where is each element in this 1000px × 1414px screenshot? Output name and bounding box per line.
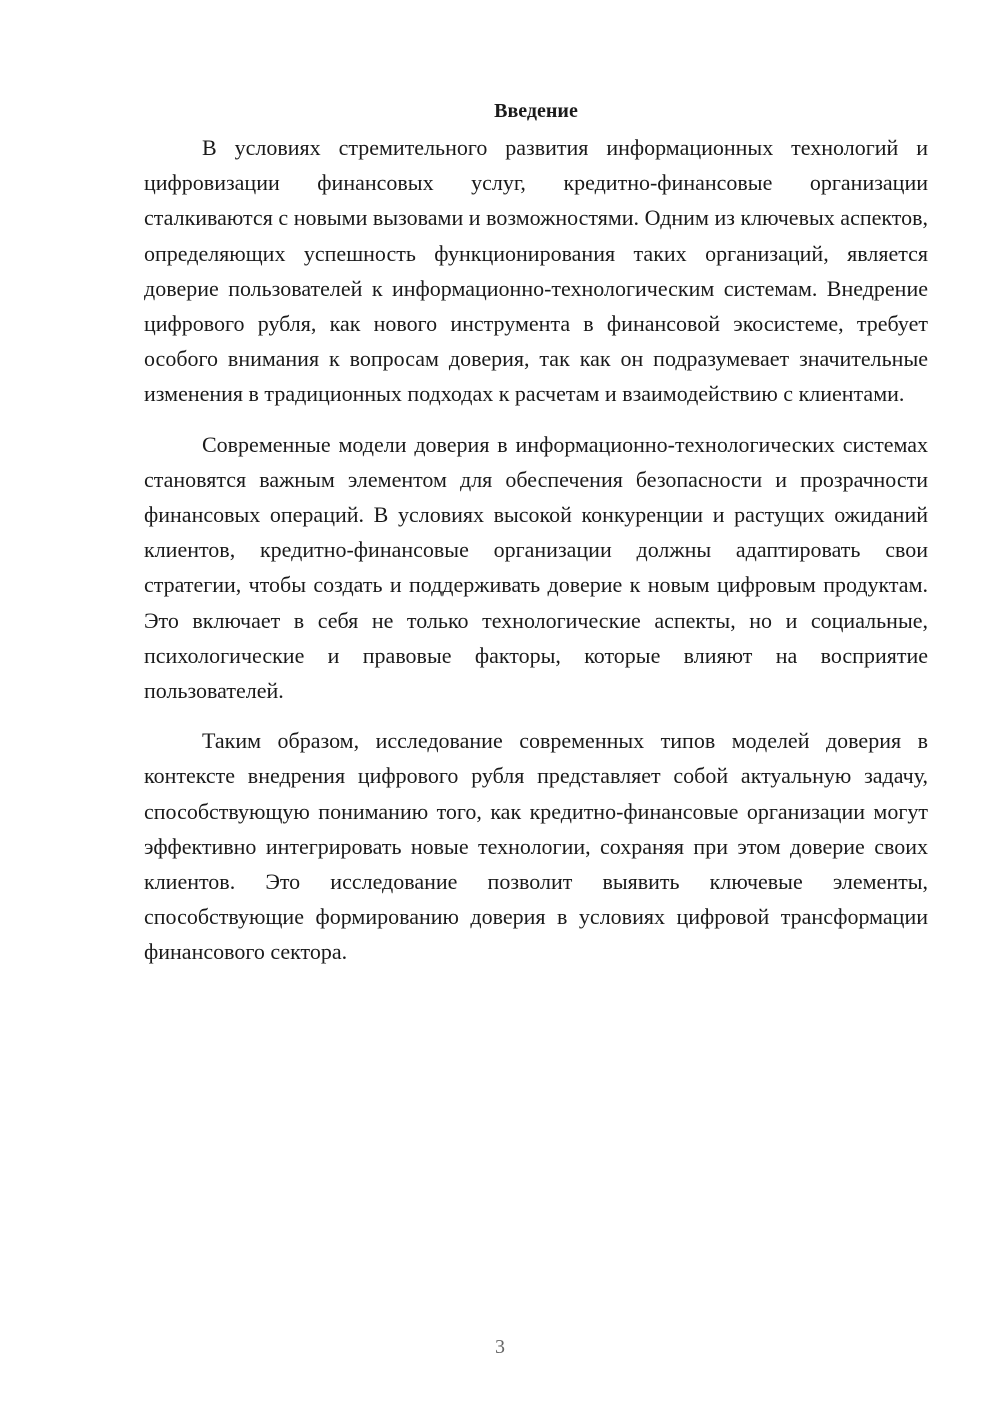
- paragraph-2: Современные модели доверия в информационно-технологических системах становятся важным элементом для обеспечения безопасности и прозрачности финансовых операций. В условиях высокой конкуренции и растущих ожиданий клиентов, кредитно-финансовые организации должны адаптировать свои стратегии, чтобы создать и поддерживать доверие к новым цифровым продуктам. Это включает в себя не только технологические аспекты, но и социальные, психологические и правовые факторы, которые влияют на восприятие пользователей.: [144, 431, 928, 704]
- page-content: [144, 96, 928, 970]
- paragraph-3: Таким образом, исследование современных типов моделей доверия в контексте внедрения цифрового рубля представляет собой актуальную задачу, способствующую пониманию того, как кредитно-финансовые организации могут эффективно интегрировать новые технологии, сохраняя при этом доверие своих клиентов. Это исследование позволит выявить ключевые элементы, способствующие формированию доверия в условиях цифровой трансформации финансового сектора.: [144, 728, 928, 965]
- section-title: Введение: [494, 100, 578, 122]
- paragraph-1: В условиях стремительного развития информационных технологий и цифровизации финансовых услуг, кредитно-финансовые организации сталкиваются с новыми вызовами и возможностями. Одним из ключевых аспектов, определяющих успешность функционирования таких организаций, является доверие пользователей к информационно-технологическим системам. Внедрение цифрового рубля, как нового инструмента в финансовой экосистеме, требует особого внимания к вопросам доверия, так как он подразумевает значительные изменения в традиционных подходах к расчетам и взаимодействию с клиентами.: [144, 135, 928, 407]
- page-number: 3: [495, 1336, 505, 1358]
